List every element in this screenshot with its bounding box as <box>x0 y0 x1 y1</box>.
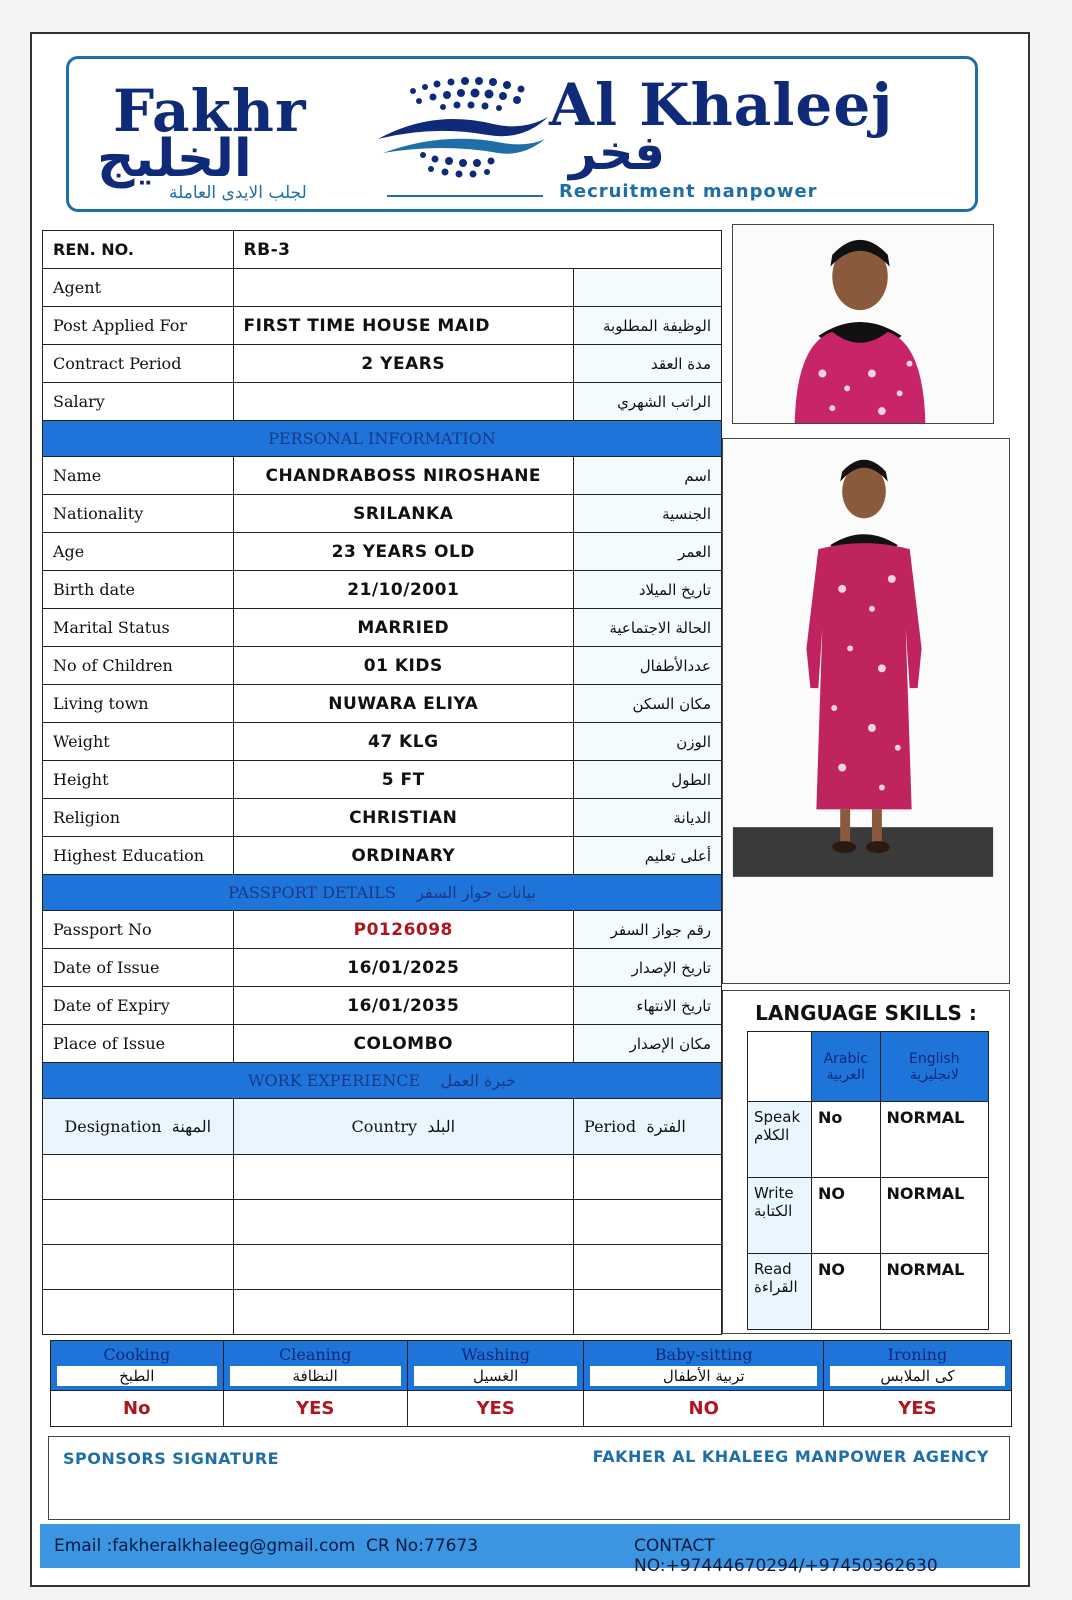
logo-text-en-left: Fakhr <box>113 77 307 145</box>
education-label: Highest Education <box>43 837 234 875</box>
skill-cooking-value: No <box>51 1391 224 1427</box>
table-row <box>748 1254 989 1330</box>
living-town-label: Living town <box>43 685 234 723</box>
table-row <box>43 911 722 949</box>
issue-date-value: 16/01/2025 <box>233 949 574 987</box>
speak-english-value: NORMAL <box>880 1102 988 1178</box>
table-row <box>43 761 722 799</box>
skill-ironing-value: YES <box>823 1391 1011 1427</box>
language-skills-title: LANGUAGE SKILLS : <box>755 1001 977 1025</box>
issue-date-label-ar: تاريخ الإصدار <box>574 949 722 987</box>
table-row <box>43 533 722 571</box>
language-skills-panel <box>722 990 1010 1334</box>
expiry-date-value: 16/01/2035 <box>233 987 574 1025</box>
education-label-ar: أعلى تعليم <box>574 837 722 875</box>
table-row <box>43 723 722 761</box>
section-band-passport <box>43 875 722 911</box>
marital-status-value: MARRIED <box>233 609 574 647</box>
place-of-issue-label: Place of Issue <box>43 1025 234 1063</box>
passport-no-value: P0126098 <box>233 911 574 949</box>
skill-babysitting-label: Baby-sitting <box>654 1345 753 1364</box>
education-value: ORDINARY <box>233 837 574 875</box>
speak-label-ar: الكلام <box>754 1126 790 1144</box>
agent-label: Agent <box>43 269 234 307</box>
religion-value: CHRISTIAN <box>233 799 574 837</box>
salary-label-ar: الراتب الشهري <box>574 383 722 421</box>
skill-cleaning-value: YES <box>223 1391 407 1427</box>
age-label-ar: العمر <box>574 533 722 571</box>
read-label-ar: القراءة <box>754 1278 798 1296</box>
footer-contact-number: CONTACT NO:+97444670294/+97450362630 <box>634 1536 938 1576</box>
skills-value-row <box>51 1391 1012 1427</box>
country-header-ar: البلد <box>427 1117 456 1136</box>
arabic-header: Arabic <box>823 1050 868 1067</box>
period-header-ar: الفترة <box>646 1117 686 1136</box>
designation-header: Designation <box>64 1117 162 1136</box>
skill-babysitting-value: NO <box>584 1391 823 1427</box>
weight-value: 47 KLG <box>233 723 574 761</box>
read-english-value: NORMAL <box>880 1254 988 1330</box>
issue-date-label: Date of Issue <box>43 949 234 987</box>
expiry-date-label-ar: تاريخ الانتهاء <box>574 987 722 1025</box>
applicant-details-table <box>42 230 722 1335</box>
table-row <box>43 1025 722 1063</box>
children-label-ar: عددالأطفال <box>574 647 722 685</box>
table-row <box>748 1032 989 1102</box>
read-arabic-value: NO <box>812 1254 881 1330</box>
weight-label: Weight <box>43 723 234 761</box>
table-row <box>43 685 722 723</box>
personal-info-title: PERSONAL INFORMATION <box>43 421 722 457</box>
work-skills-table <box>50 1340 1012 1427</box>
tagline-english: Recruitment manpower <box>559 181 818 202</box>
skill-cooking-label-ar: الطبخ <box>57 1366 217 1386</box>
sponsor-signature-label: SPONSORS SIGNATURE <box>63 1449 280 1468</box>
table-row <box>43 1200 722 1245</box>
footer-email: Email :fakheralkhaleeg@gmail.com <box>54 1536 356 1556</box>
age-value: 23 YEARS OLD <box>233 533 574 571</box>
table-row <box>43 495 722 533</box>
write-label: Write <box>754 1184 794 1202</box>
company-header <box>66 56 978 212</box>
section-band-personal <box>43 421 722 457</box>
skill-babysitting-label-ar: تربية الأطفال <box>590 1366 816 1386</box>
table-row <box>43 1245 722 1290</box>
skill-ironing-label-ar: كى الملابس <box>830 1366 1005 1386</box>
contact-footer <box>40 1524 1020 1576</box>
table-row <box>43 345 722 383</box>
portrait-photo-image <box>733 225 993 423</box>
passport-details-title: PASSPORT DETAILS <box>228 883 396 902</box>
name-value: CHANDRABOSS NIROSHANE <box>233 457 574 495</box>
table-row <box>43 647 722 685</box>
designation-header-ar: المهنة <box>171 1117 212 1136</box>
passport-details-title-ar: بيانات جواز السفر <box>416 883 536 902</box>
nationality-label-ar: الجنسية <box>574 495 722 533</box>
table-row <box>748 1102 989 1178</box>
nationality-value: SRILANKA <box>233 495 574 533</box>
place-of-issue-value: COLOMBO <box>233 1025 574 1063</box>
post-applied-label-ar: الوظيفة المطلوبة <box>574 307 722 345</box>
language-skills-table <box>747 1031 989 1330</box>
birth-date-value: 21/10/2001 <box>233 571 574 609</box>
application-sheet <box>30 32 1030 1587</box>
place-of-issue-label-ar: مكان الإصدار <box>574 1025 722 1063</box>
work-experience-title-ar: خبرة العمل <box>440 1071 516 1090</box>
living-town-value: NUWARA ELIYA <box>233 685 574 723</box>
full-body-photo <box>722 438 1010 984</box>
logo-text-ar-left: الخليج <box>97 129 252 189</box>
agency-signature-label: FAKHER AL KHALEEG MANPOWER AGENCY <box>592 1447 989 1466</box>
table-row <box>43 307 722 345</box>
table-row <box>43 799 722 837</box>
table-row <box>43 1290 722 1335</box>
children-label: No of Children <box>43 647 234 685</box>
passport-no-label-ar: رقم جواز السفر <box>574 911 722 949</box>
read-label: Read <box>754 1260 792 1278</box>
ren-no-value: RB-3 <box>233 231 721 269</box>
table-row <box>43 269 722 307</box>
speak-label: Speak <box>754 1108 801 1126</box>
name-label-ar: اسم <box>574 457 722 495</box>
skills-header-row <box>51 1341 1012 1391</box>
table-row <box>43 457 722 495</box>
ren-no-label: REN. NO. <box>43 231 234 269</box>
country-header: Country <box>351 1117 418 1136</box>
living-town-label-ar: مكان السكن <box>574 685 722 723</box>
children-value: 01 KIDS <box>233 647 574 685</box>
english-header-ar: لانجليزية <box>909 1066 959 1083</box>
height-label: Height <box>43 761 234 799</box>
nationality-label: Nationality <box>43 495 234 533</box>
work-experience-title: WORK EXPERIENCE <box>248 1071 421 1090</box>
skill-ironing-label: Ironing <box>887 1345 948 1364</box>
post-applied-label: Post Applied For <box>43 307 234 345</box>
salary-value <box>233 383 574 421</box>
marital-status-label-ar: الحالة الاجتماعية <box>574 609 722 647</box>
marital-status-label: Marital Status <box>43 609 234 647</box>
table-row <box>43 609 722 647</box>
table-row <box>43 383 722 421</box>
logo-text-en-right: Al Khaleej <box>549 71 894 139</box>
contract-period-value: 2 YEARS <box>233 345 574 383</box>
passport-no-label: Passport No <box>43 911 234 949</box>
signature-box <box>48 1436 1010 1520</box>
table-row <box>43 949 722 987</box>
skill-cooking-label: Cooking <box>103 1345 171 1364</box>
arabic-header-ar: العربية <box>826 1066 865 1083</box>
contract-period-label: Contract Period <box>43 345 234 383</box>
table-row <box>43 1155 722 1200</box>
skill-washing-label-ar: الغسيل <box>414 1366 578 1386</box>
height-label-ar: الطول <box>574 761 722 799</box>
skill-washing-value: YES <box>407 1391 584 1427</box>
table-row <box>748 1178 989 1254</box>
portrait-photo <box>732 224 994 424</box>
period-header: Period <box>584 1117 637 1136</box>
write-arabic-value: NO <box>812 1178 881 1254</box>
agent-label-ar <box>574 269 722 307</box>
tagline-arabic: لجلب الايدى العاملة <box>169 183 307 203</box>
footer-cr-number: CR No:77673 <box>366 1536 479 1556</box>
birth-date-label: Birth date <box>43 571 234 609</box>
logo-text-ar-right: فخر <box>569 125 665 181</box>
height-value: 5 FT <box>233 761 574 799</box>
write-label-ar: الكتابة <box>754 1202 793 1220</box>
english-header: English <box>908 1050 960 1067</box>
agent-value <box>233 269 574 307</box>
expiry-date-label: Date of Expiry <box>43 987 234 1025</box>
skill-washing-label: Washing <box>461 1345 531 1364</box>
section-band-work <box>43 1063 722 1099</box>
logo-emblem-icon <box>373 69 553 189</box>
religion-label-ar: الديانة <box>574 799 722 837</box>
religion-label: Religion <box>43 799 234 837</box>
table-row <box>43 231 722 269</box>
table-row <box>43 987 722 1025</box>
birth-date-label-ar: تاريخ الميلاد <box>574 571 722 609</box>
salary-label: Salary <box>43 383 234 421</box>
post-applied-value: FIRST TIME HOUSE MAID <box>233 307 574 345</box>
table-row <box>43 837 722 875</box>
tagline-divider <box>387 195 543 197</box>
write-english-value: NORMAL <box>880 1178 988 1254</box>
work-header-row <box>43 1099 722 1155</box>
name-label: Name <box>43 457 234 495</box>
skill-cleaning-label-ar: النظافة <box>230 1366 401 1386</box>
weight-label-ar: الوزن <box>574 723 722 761</box>
full-body-photo-image <box>723 439 1009 983</box>
skill-cleaning-label: Cleaning <box>279 1345 352 1364</box>
table-row <box>43 571 722 609</box>
age-label: Age <box>43 533 234 571</box>
speak-arabic-value: No <box>812 1102 881 1178</box>
contract-period-label-ar: مدة العقد <box>574 345 722 383</box>
